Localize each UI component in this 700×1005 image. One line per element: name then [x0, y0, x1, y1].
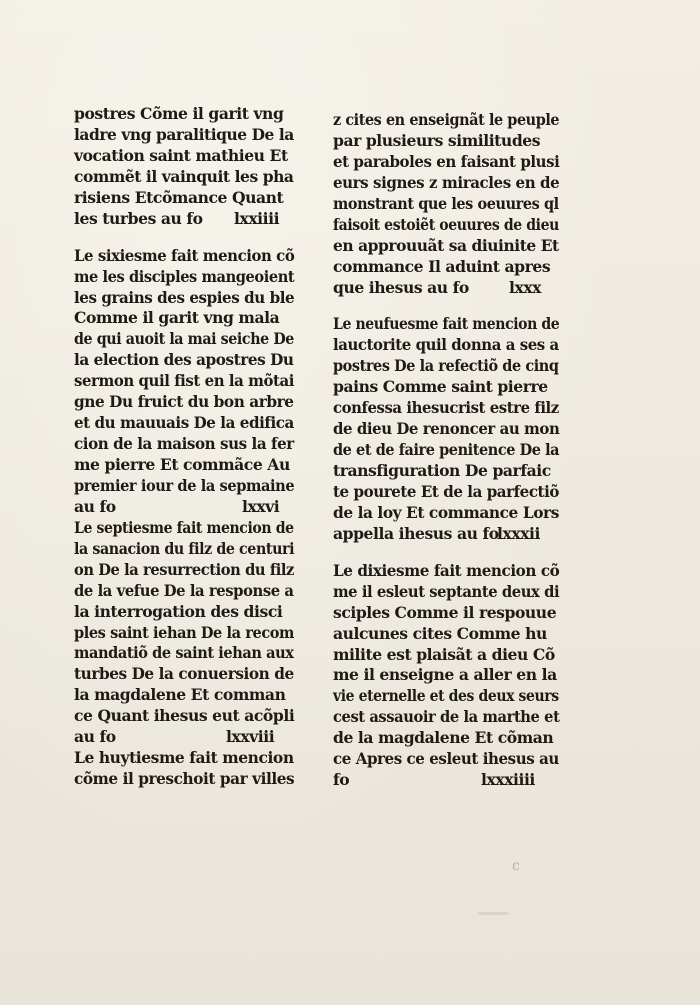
folio-reference-text: fo	[333, 770, 350, 790]
text-line: premier iour de la sepmaine	[74, 475, 295, 495]
text-line: et du mauuais De la edifica	[74, 413, 294, 433]
folio-reference-text: au fo	[74, 496, 116, 516]
text-line: confessa ihesucrist estre filz	[333, 398, 559, 418]
folio-number: lxxvi	[242, 496, 280, 516]
text-line: te pourete Et de la parfectiõ	[333, 481, 559, 501]
folio-reference-text: les turbes au fo	[74, 208, 203, 228]
folio-number: lxxx	[509, 277, 542, 297]
text-line: en approuuãt sa diuinite Et	[333, 235, 559, 255]
text-line: aulcunes cites Comme hu	[333, 623, 547, 643]
text-line: Le sixiesme fait mencion cõ	[74, 245, 295, 265]
text-line: la sanacion du filz de centuri	[74, 538, 295, 558]
text-line: gne Du fruict du bon arbre	[74, 392, 294, 412]
marginal-pencil-mark: c	[512, 858, 520, 874]
left-column	[74, 104, 294, 790]
text-line: vocation saint mathieu Et	[74, 145, 288, 165]
text-line: eurs signes z miracles en de	[333, 172, 560, 192]
text-line: ladre vng paralitique De la	[74, 124, 294, 144]
text-line: sciples Comme il respouue	[333, 602, 557, 622]
text-line: Le huytiesme fait mencion	[74, 748, 294, 768]
text-line: cion de la maison sus la fer	[74, 434, 294, 454]
folio-number: lxxxii	[497, 523, 540, 543]
right-column	[333, 110, 559, 791]
text-line: ce Quant ihesus eut acõpli	[74, 706, 295, 726]
text-line: de et de faire penitence De la	[333, 440, 560, 460]
text-line: par plusieurs similitudes	[333, 130, 541, 150]
text-line-with-folio	[333, 524, 559, 545]
text-line: z cites en enseignãt le peuple	[333, 110, 560, 129]
text-line-with-folio	[74, 727, 294, 748]
text-line: Comme il garit vng mala	[74, 308, 280, 328]
text-line-with-folio	[333, 770, 559, 791]
text-line: Le neufuesme fait mencion de	[333, 314, 560, 334]
text-line: cest assauoir de la marthe et	[333, 707, 560, 727]
folio-reference-text: appella ihesus au fo	[333, 523, 499, 543]
text-line: me il esleut septante deux di	[333, 581, 560, 601]
text-line: vie eternelle et des deux seurs	[333, 686, 559, 706]
text-line-with-folio	[74, 497, 294, 518]
folio-number: lxxxiiii	[481, 770, 535, 790]
text-line: de la magdalene Et cõman	[333, 728, 554, 748]
text-line: de la loy Et commance Lors	[333, 502, 559, 522]
text-line: pains Comme saint pierre	[333, 377, 548, 397]
folio-number: lxxviii	[226, 727, 275, 747]
folio-reference-text: au fo	[74, 727, 116, 747]
paragraph-gap	[74, 230, 294, 246]
text-line: ce Apres ce esleut ihesus au	[333, 749, 559, 769]
text-line: sermon quil fist en la mõtai	[74, 371, 294, 391]
text-line: me pierre Et commãce Au	[74, 455, 290, 474]
text-line: on De la resurrection du filz	[74, 559, 294, 579]
text-line: les grains des espies du ble	[74, 287, 295, 307]
text-line: lauctorite quil donna a ses a	[333, 335, 559, 355]
text-line: de la vefue De la response a	[74, 580, 294, 600]
folio-number: lxxiiii	[234, 208, 280, 228]
text-line: monstrant que les oeuures ql	[333, 193, 559, 213]
text-line: cõme il preschoit par villes	[74, 769, 295, 789]
text-line: commẽt il vainquit les pha	[74, 166, 294, 186]
text-line: Le septiesme fait mencion de	[74, 517, 294, 537]
text-line-with-folio	[333, 278, 559, 299]
text-line: postres Cõme il garit vng	[74, 104, 284, 123]
text-line: ples saint iehan De la recom	[74, 622, 295, 642]
text-line: de dieu De renoncer au mon	[333, 419, 560, 439]
text-line: risiens Etcõmance Quant	[74, 187, 284, 207]
text-line: mandatiõ de saint iehan aux	[74, 643, 294, 663]
text-line: commance Il aduint apres	[333, 256, 551, 276]
text-line: et paraboles en faisant plusi	[333, 151, 560, 171]
text-line: turbes De la conuersion de	[74, 664, 294, 684]
text-line: de qui auoit la mai seiche De	[74, 329, 294, 349]
text-line: la interrogation des disci	[74, 601, 283, 621]
text-line: Le dixiesme fait mencion cõ	[333, 560, 560, 580]
text-line: me il enseigne a aller en la	[333, 665, 557, 685]
folio-reference-text: que ihesus au fo	[333, 277, 469, 297]
text-line: transfiguration De parfaic	[333, 461, 551, 480]
text-line-with-folio	[74, 209, 294, 230]
paper-smudge	[478, 912, 508, 915]
text-line: la magdalene Et comman	[74, 685, 286, 705]
text-line: postres De la refectiõ de cinq	[333, 356, 559, 376]
paragraph-gap	[333, 298, 559, 314]
text-line: la election des apostres Du	[74, 350, 294, 370]
paragraph-gap	[333, 545, 559, 561]
text-line: faisoit estoiẽt oeuures de dieu	[333, 214, 559, 234]
text-line: milite est plaisãt a dieu Cõ	[333, 644, 555, 664]
text-line: me les disciples mangeoient	[74, 266, 295, 286]
